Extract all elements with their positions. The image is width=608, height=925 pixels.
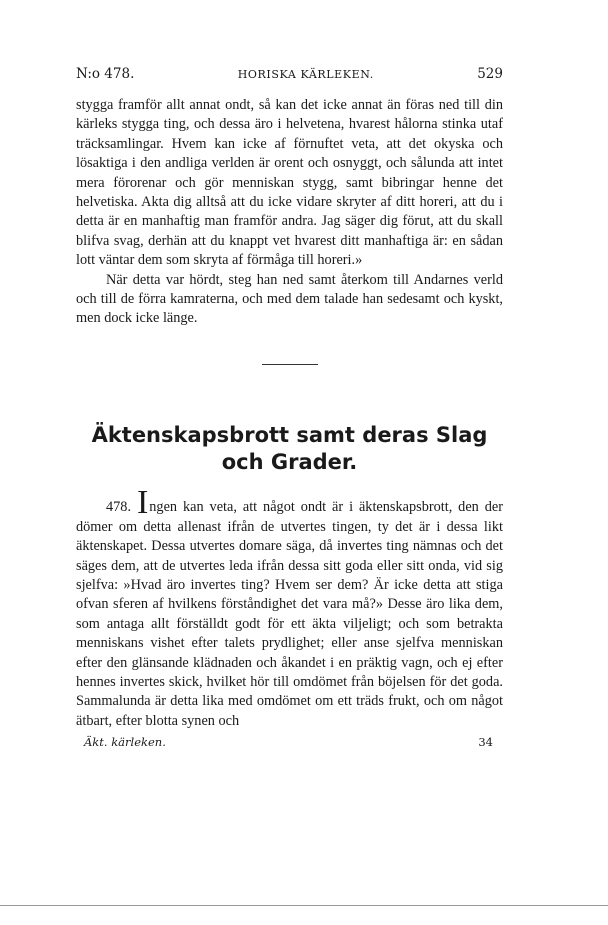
section-text [76,484,503,731]
drop-cap: I [136,484,149,522]
paragraph-number: 478. [106,499,132,516]
book-page [76,66,503,749]
scan-edge-line [0,905,608,906]
paragraph: När detta var hördt, steg han ned samt återkom till Andarnes verld och till de förra kamraterna, och med dem talade han sedesamt och kyskt, men dock icke länge. [76,271,503,327]
signature-mark: Äkt. kärleken. [84,735,166,750]
chapter-title-line: och Grader. [221,450,358,475]
paragraph-text: ngen kan veta, att något ondt är i äktenskapsbrott, den der dömer om detta allenast ifrån de utvertes tingen, ty det är i dessa likt äktenskapet. Dessa utvertes domare säga, då invertes ting nämnas och det säges dem, att de utvertes leda ifrån dessa sitt goda eller sitt onda, vid sig sjelfva: »Hvad äro invertes ting? Hvem ser dem? Är icke detta att stiga ofvan sferen af hvilkens förståndighet det vara må?» Desse äro lika dem, som antaga allt förställdt godt för ett äkta viljeligt; och som betrakta menniskans vishet efter talets prydlighet; eller anse sjelfva menniskan efter den glänsande klädnaden och åkandet i en präktig vagn, och ej efter hennes invertes skick, hvilket hör till omdömet från böjelsen för det goda. Sammalunda är detta lika med omdömet om ett träds frukt, och om något ätbart, efter blotta synen och [76,499,503,729]
running-head [76,66,503,82]
chapter-title [76,422,503,476]
paragraph [76,484,503,731]
sheet-number: 34 [478,735,493,750]
running-title: HORISKA KÄRLEKEN. [237,68,374,81]
section-marker: N:o 478. [76,66,135,82]
body-text [76,96,503,329]
section-divider [262,364,318,366]
chapter-title-line: Äktenskapsbrott samt deras Slag [91,423,488,448]
paragraph: stygga framför allt annat ondt, så kan det icke annat än föras ned till din kärleks stygga ting, och dessa äro i helvetena, hvarest hålorna stinka utaf träcksamlingar. Hvem kan icke af förnuftet veta, att det okyska och lösaktiga i den andliga verlden är orent och osnyggt, och sålunda att intet mera förorenar och gör menniskan stygg, samt bibringar henne det helvetiska. Akta dig alltså att du icke vidare skryter af ditt horeri, att du i detta är en manhaftig man framför andra. Jag säger dig förut, att du skall blifva svag, derhän att du knappt vet hvarest ditt manhaftiga är: en sådan lott väntar dem som skryta af förmåga till horeri.» [76,97,503,269]
page-footer [76,735,503,749]
page-number: 529 [477,66,503,82]
